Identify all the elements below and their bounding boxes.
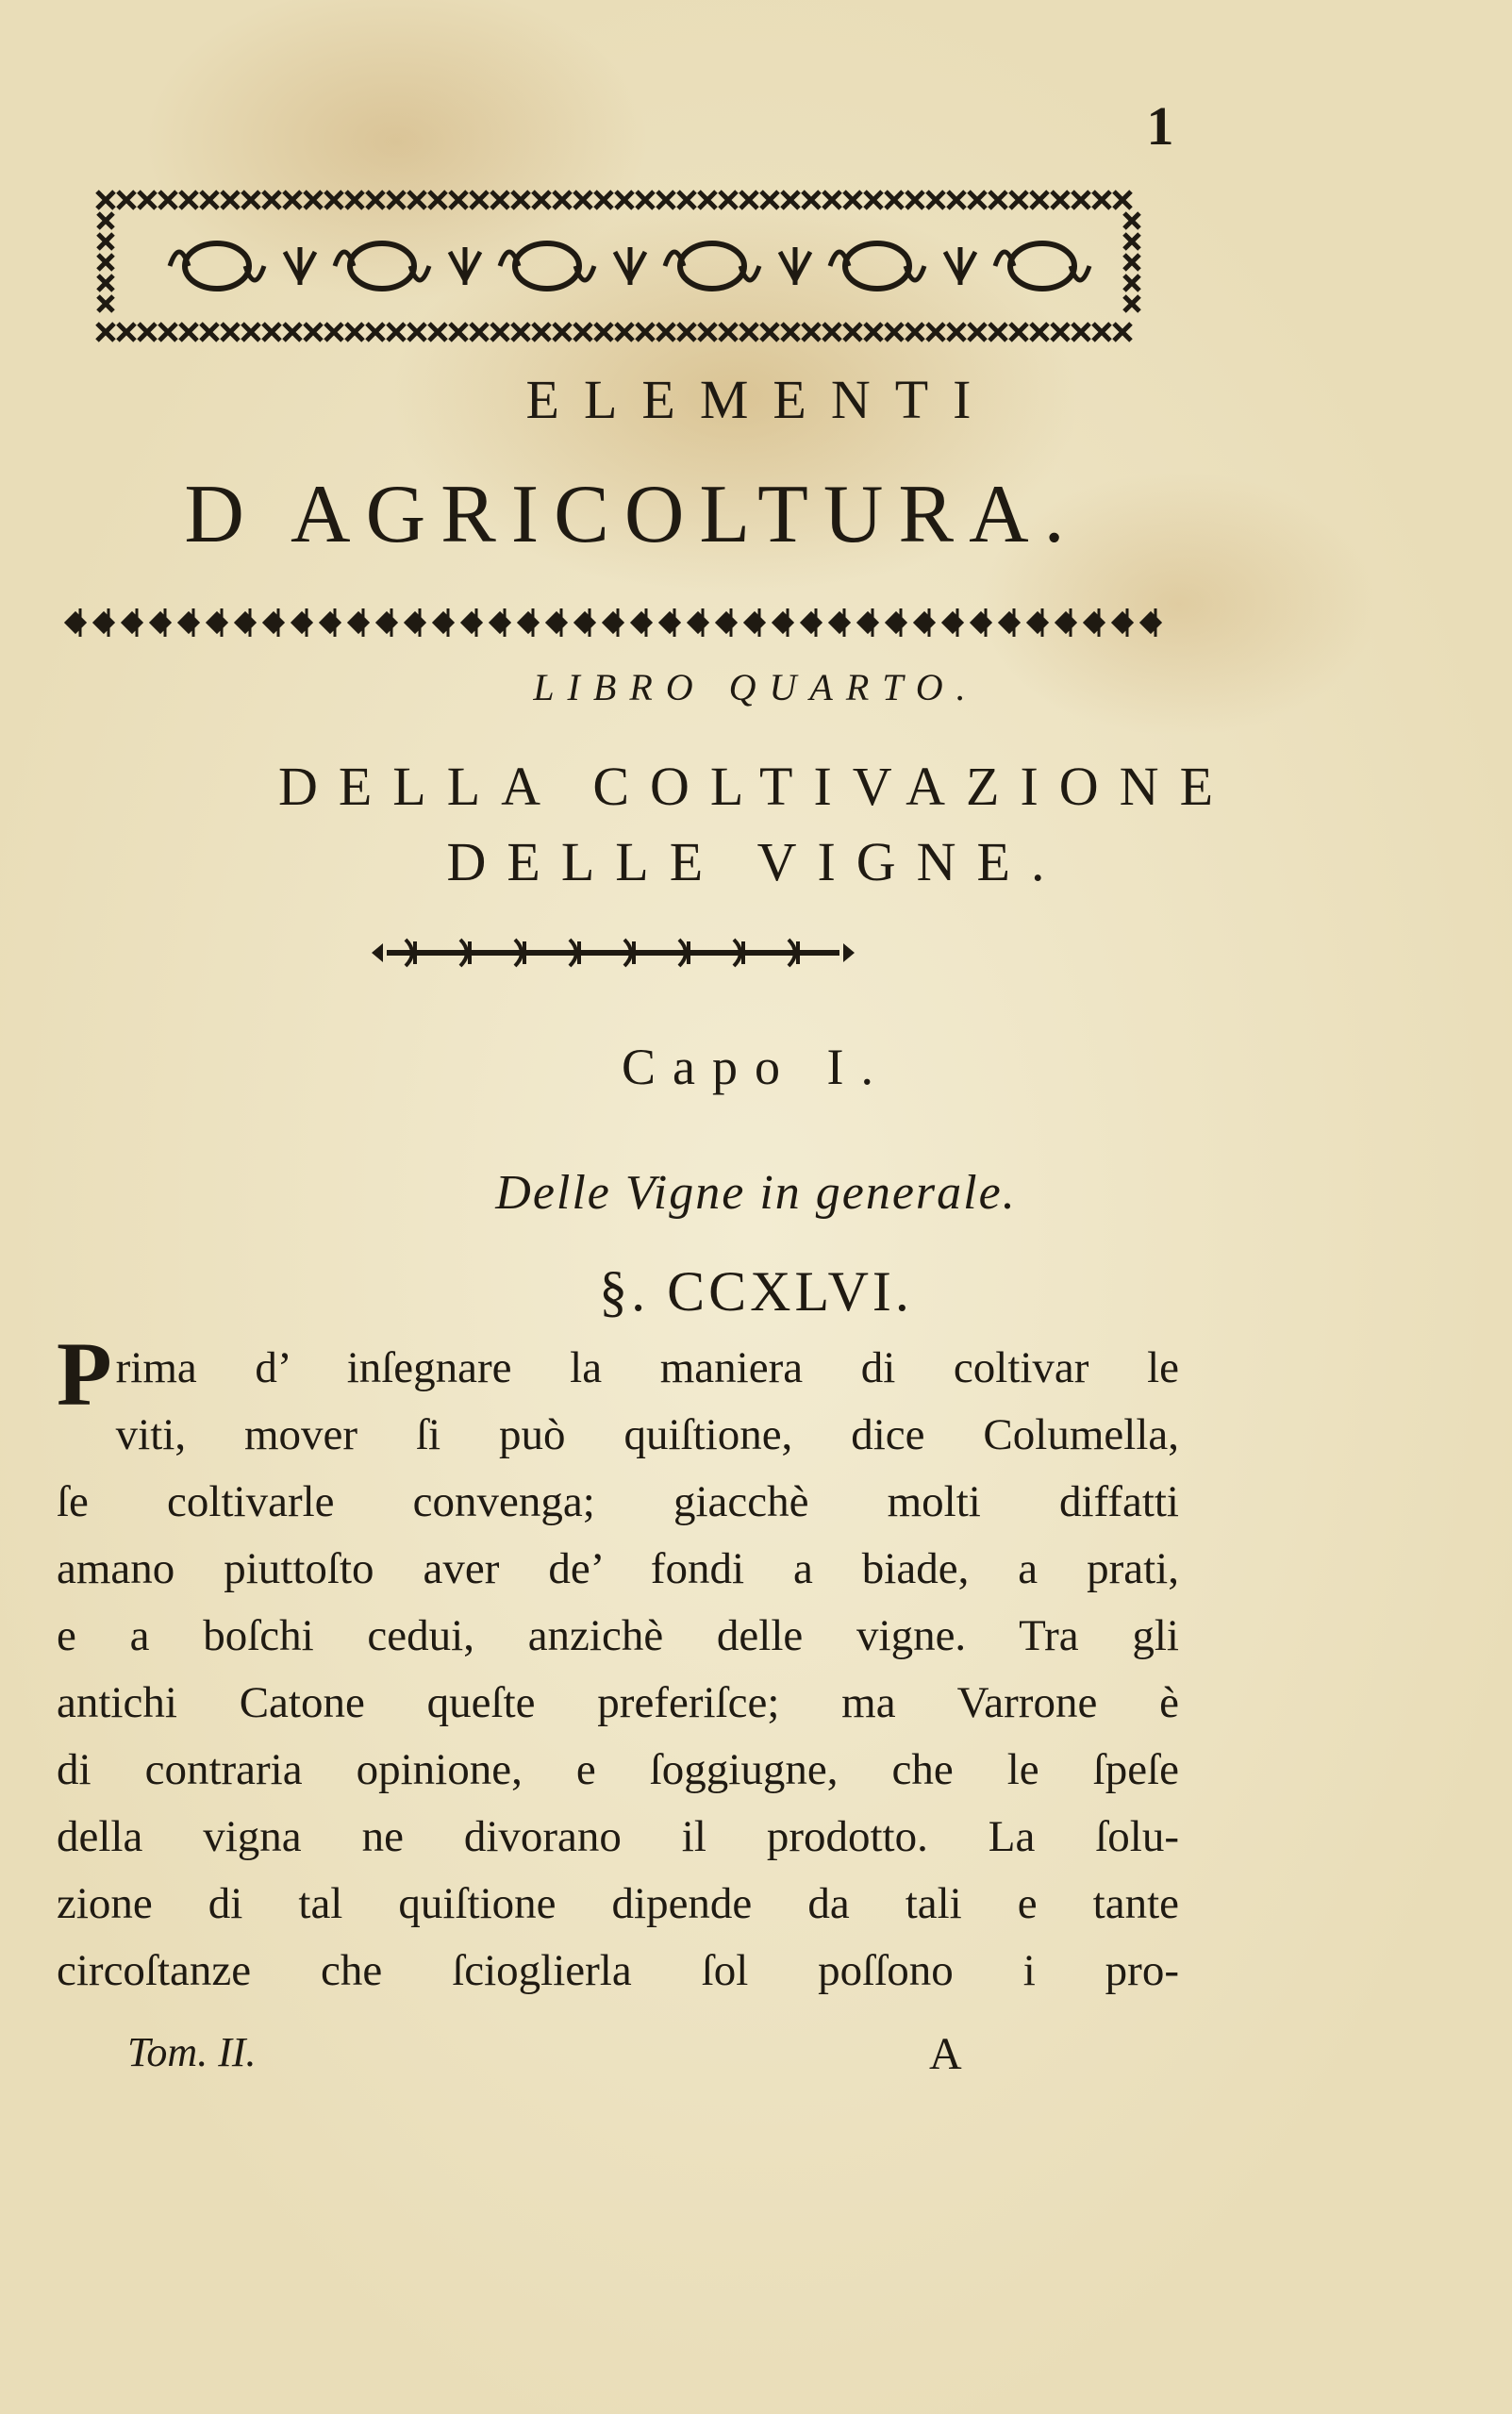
drop-cap: P — [57, 1324, 112, 1424]
chapter-subtitle: Delle Vigne in generale. — [495, 1166, 1017, 1220]
chapter-heading: Capo I. — [622, 1039, 890, 1095]
section-title-line-2: DELLE VIGNE. — [446, 831, 1066, 892]
body-line: amano piuttoſto aver de’ fondi a biade, a prati, — [57, 1544, 1179, 1593]
body-line: di contraria opinione, e ſoggiugne, che le ſpeſe — [57, 1745, 1179, 1794]
body-text — [57, 1324, 1179, 2005]
body-line: zione di tal quiſtione dipende da tali e tante — [57, 1879, 1179, 1928]
body-line: circoſtanze che ſcioglierla ſol poſſono i pro- — [57, 1946, 1179, 1995]
section-title-line-1: DELLA COLTIVAZIONE — [277, 756, 1234, 817]
ornamental-headband — [94, 181, 1146, 360]
body-line: viti, mover ſi può quiſtione, dice Columella, — [115, 1410, 1179, 1459]
signature-mark: A — [929, 2029, 962, 2079]
ornamental-rule — [368, 934, 858, 972]
volume-marker: Tom. II. — [127, 2029, 257, 2075]
body-line: e a boſchi cedui, anzichè delle vigne. Tra gli — [57, 1611, 1179, 1660]
body-line: rima d’ inſegnare la maniera di coltivar le — [115, 1343, 1179, 1392]
body-line: della vigna ne divorano il prodotto. La ſolu- — [57, 1812, 1179, 1861]
page-number: 1 — [1146, 95, 1174, 157]
title-line-2: D AGRICOLTURA. — [184, 469, 1080, 560]
body-line: antichi Catone queſte preferiſce; ma Varrone è — [57, 1678, 1179, 1727]
body-line: ſe coltivarle convenga; giacchè molti diffatti — [57, 1477, 1179, 1526]
book-label: LIBRO QUARTO. — [533, 666, 979, 708]
paragraph-number: §. CCXLVI. — [599, 1260, 913, 1323]
title-line-1: ELEMENTI — [525, 369, 996, 430]
fleuron-rule — [57, 599, 1179, 646]
